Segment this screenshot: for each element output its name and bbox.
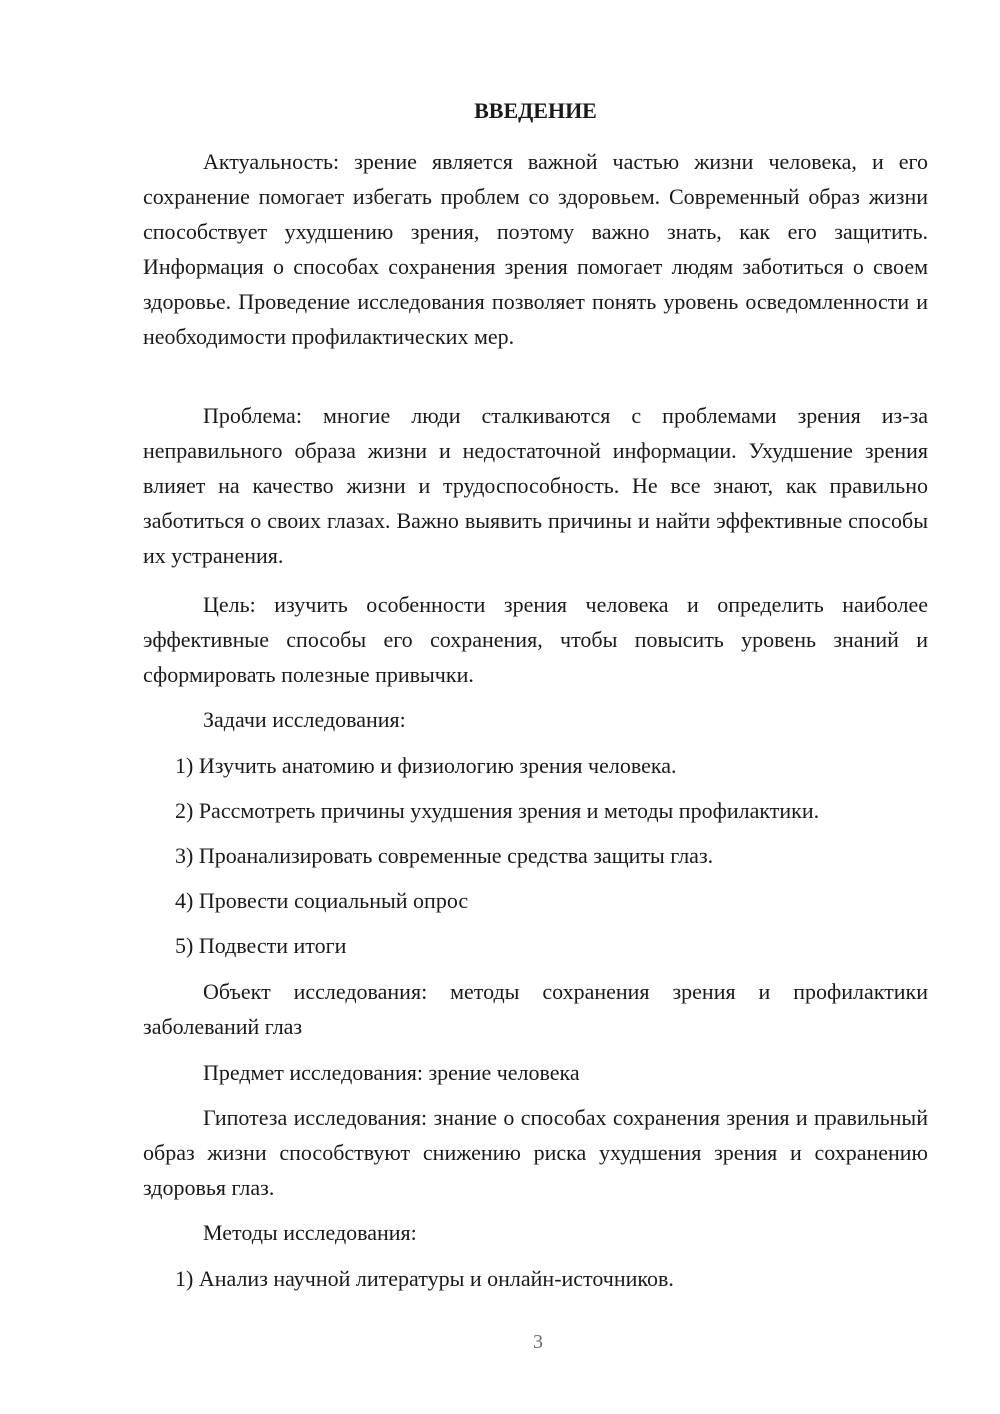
task-item-5: 5) Подвести итоги bbox=[175, 933, 347, 958]
paragraph-object: Объект исследования: методы сохранения зрения и профилактики заболеваний глаз bbox=[143, 979, 928, 1039]
task-item-3: 3) Проанализировать современные средства защиты глаз. bbox=[175, 843, 714, 868]
method-item-1: 1) Анализ научной литературы и онлайн-источников. bbox=[175, 1266, 674, 1291]
methods-heading: Методы исследования: bbox=[203, 1220, 417, 1245]
task-item-1: 1) Изучить анатомию и физиологию зрения человека. bbox=[175, 753, 677, 778]
task-item-4: 4) Провести социальный опрос bbox=[175, 888, 469, 913]
page-number: 3 bbox=[533, 1331, 543, 1353]
section-heading: ВВЕДЕНИЕ bbox=[474, 98, 597, 123]
task-item-2: 2) Рассмотреть причины ухудшения зрения и методы профилактики. bbox=[175, 798, 820, 823]
document-page bbox=[143, 0, 928, 1414]
paragraph-subject: Предмет исследования: зрение человека bbox=[203, 1060, 580, 1085]
tasks-heading: Задачи исследования: bbox=[203, 707, 406, 732]
paragraph-goal: Цель: изучить особенности зрения человека и определить наиболее эффективные способы его сохранения, чтобы повысить уровень знаний и сформировать полезные привычки. bbox=[143, 592, 928, 687]
paragraph-relevance: Актуальность: зрение является важной частью жизни человека, и его сохранение помогает избегать проблем со здоровьем. Современный образ жизни способствует ухудшению зрения, поэтому важно знать, как его защитить. Информация о способах сохранения зрения помогает людям заботиться о своем здоровье. Проведение исследования позволяет понять уровень осведомленности и необходимости профилактических мер. bbox=[143, 149, 928, 349]
paragraph-hypothesis: Гипотеза исследования: знание о способах сохранения зрения и правильный образ жизни способствуют снижению риска ухудшения зрения и сохранению здоровья глаз. bbox=[143, 1105, 928, 1200]
paragraph-problem: Проблема: многие люди сталкиваются с проблемами зрения из-за неправильного образа жизни и недостаточной информации. Ухудшение зрения влияет на качество жизни и трудоспособность. Не все знают, как правильно заботиться о своих глазах. Важно выявить причины и найти эффективные способы их устранения. bbox=[143, 403, 928, 568]
